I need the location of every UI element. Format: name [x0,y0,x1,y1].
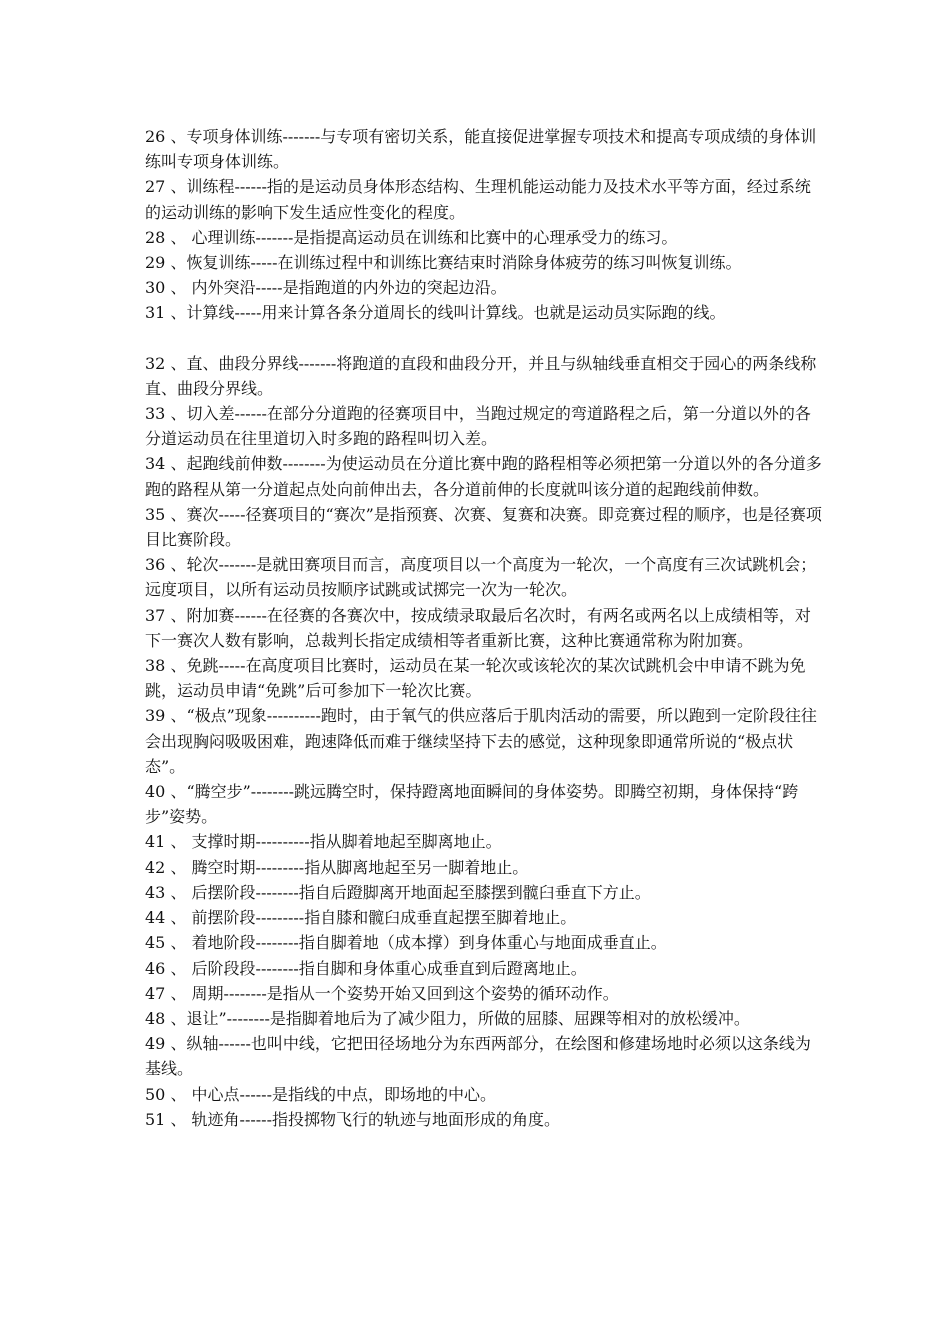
definition-entry-31: 31 、计算线-----用来计算各条分道周长的线叫计算线。也就是运动员实际跑的线。 [145,303,726,323]
definition-entry-51: 51 、 轨迹角------指投掷物飞行的轨迹与地面形成的角度。 [145,1109,560,1129]
definition-entry-50: 50 、 中心点------是指线的中点，即场地的中心。 [145,1084,496,1104]
definition-entry-34: 34 、起跑线前伸数--------为使运动员在分道比赛中跑的路程相等必须把第一分道以外的各分道多跑的路程从第一分道起点处向前伸出去，各分道前伸的长度就叫该分道的起跑线前伸数。 [145,454,822,499]
definition-entry-49: 49 、纵轴------也叫中线，它把田径场地分为东西两部分，在绘图和修建场地时必须以这条线为基线。 [145,1034,811,1079]
definition-entry-42: 42 、 腾空时期---------指从脚离地起至另一脚着地止。 [145,857,529,877]
definition-entry-29: 29 、恢复训练-----在训练过程中和训练比赛结束时消除身体疲劳的练习叫恢复训练。 [145,253,742,273]
definition-entry-32: 32 、直、曲段分界线-------将跑道的直段和曲段分开，并且与纵轴线垂直相交于园心的两条线称直、曲段分界线。 [145,353,817,398]
definition-entry-30: 30 、 内外突沿-----是指跑道的内外边的突起边沿。 [145,278,507,298]
definition-entry-47: 47 、 周期--------是指从一个姿势开始又回到这个姿势的循环动作。 [145,983,619,1003]
definition-entry-40: 40 、“腾空步”--------跳远腾空时，保持蹬离地面瞬间的身体姿势。即腾空初期，身体保持“跨步”姿势。 [145,782,799,827]
definition-entry-37: 37 、附加赛------在径赛的各赛次中，按成绩录取最后名次时，有两名或两名以上成绩相等，对下一赛次人数有影响，总裁判长指定成绩相等者重新比赛，这种比赛通常称为附加赛。 [145,605,811,650]
definition-entry-48: 48 、退让”--------是指脚着地后为了减少阻力，所做的屈膝、屈踝等相对的放松缓冲。 [145,1008,750,1028]
definition-entry-36: 36 、轮次-------是就田赛项目而言，高度项目以一个高度为一轮次，一个高度有三次试跳机会；远度项目，以所有运动员按顺序试跳或试掷完一次为一轮次。 [145,555,817,600]
definition-entry-38: 38 、免跳-----在高度项目比赛时，运动员在某一轮次或该轮次的某次试跳机会中申请不跳为免跳，运动员申请“免跳”后可参加下一轮次比赛。 [145,656,806,701]
definition-entry-45: 45 、 着地阶段--------指自脚着地（成本撑）到身体重心与地面成垂直止。 [145,933,667,953]
definitions-list [145,124,825,1132]
definition-entry-41: 41 、 支撑时期----------指从脚着地起至脚离地止。 [145,832,502,852]
definition-entry-46: 46 、 后阶段段--------指自脚和身体重心成垂直到后蹬离地止。 [145,958,587,978]
definition-entry-33: 33 、切入差------在部分分道跑的径赛项目中，当跑过规定的弯道路程之后，第一分道以外的各分道运动员在往里道切入时多跑的路程叫切入差。 [145,404,811,449]
definition-entry-26: 26 、专项身体训练-------与专项有密切关系，能直接促进掌握专项技术和提高专项成绩的身体训练叫专项身体训练。 [145,127,817,172]
definition-entry-39: 39 、“极点”现象----------跑时，由于氧气的供应落后于肌肉活动的需要，所以跑到一定阶段往往会出现胸闷吸吸困难，跑速降低而难于继续坚持下去的感觉，这种现象即通常所说的“极点状态”。 [145,706,817,776]
definition-entry-35: 35 、赛次-----径赛项目的“赛次”是指预赛、次赛、复赛和决赛。即竞赛过程的顺序，也是径赛项目比赛阶段。 [145,504,822,550]
definition-entry-44: 44 、 前摆阶段---------指自膝和髋臼成垂直起摆至脚着地止。 [145,908,577,928]
definition-entry-43: 43 、 后摆阶段--------指自后蹬脚离开地面起至膝摆到髋臼垂直下方止。 [145,882,651,902]
definition-entry-28: 28 、 心理训练-------是指提高运动员在训练和比赛中的心理承受力的练习。 [145,227,678,247]
definition-entry-27: 27 、训练程------指的是运动员身体形态结构、生理机能运动能力及技术水平等方面，经过系统的运动训练的影响下发生适应性变化的程度。 [145,177,811,222]
